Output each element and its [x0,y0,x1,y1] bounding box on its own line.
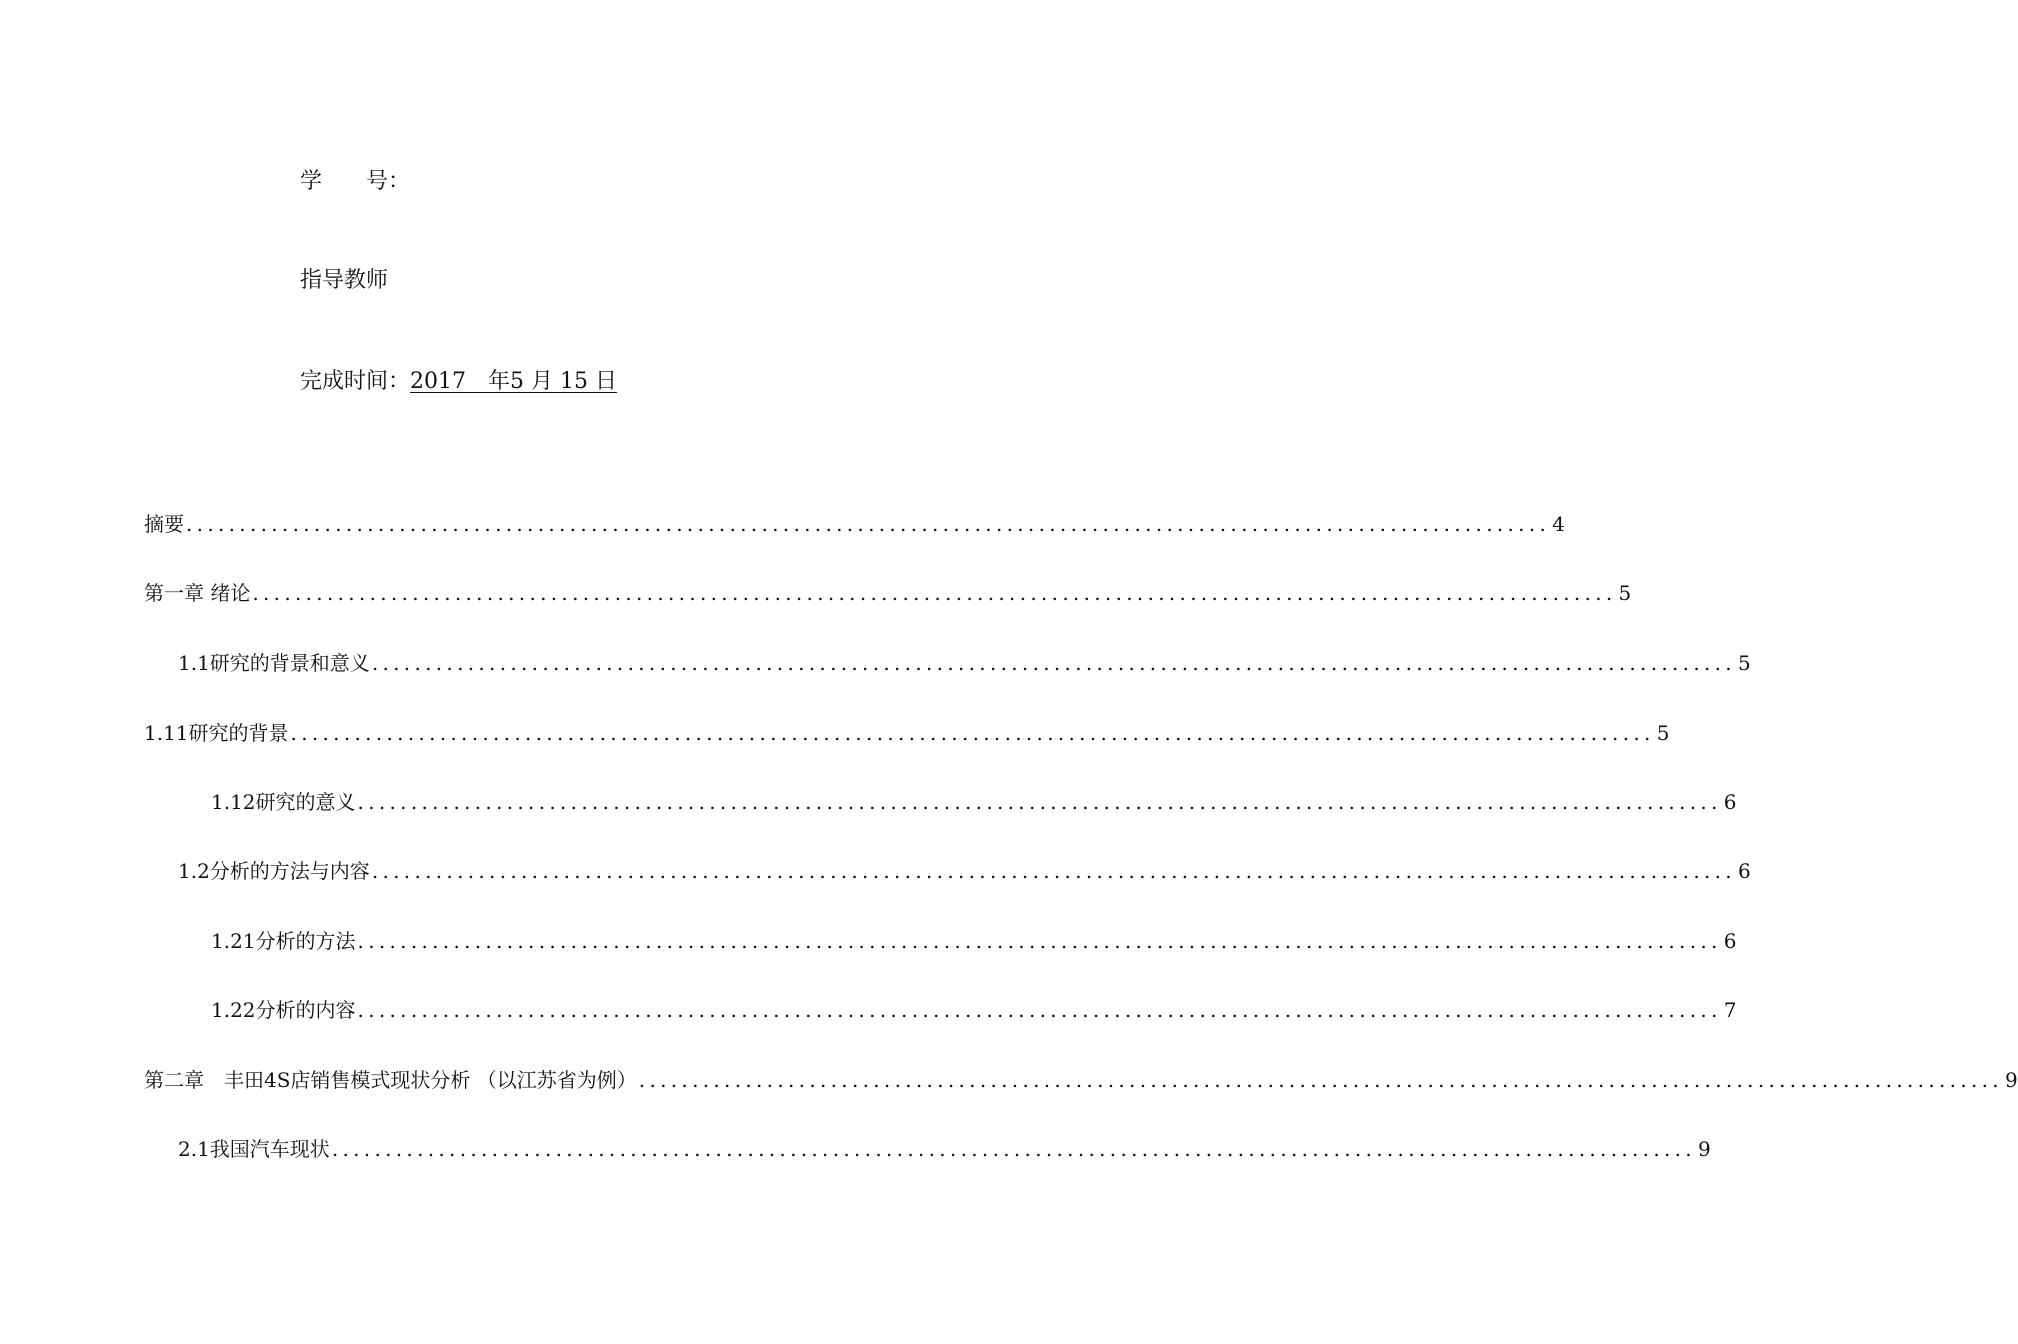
advisor-label: 指导教师 [299,268,388,293]
toc-page-number: 5 [1737,651,1751,675]
toc-entry-chapter-2[interactable] [144,1065,2018,1095]
toc-entry-title: 1.11研究的背景 [144,721,289,745]
toc-entry-1-2[interactable] [178,856,1751,886]
toc-entry-title: 第一章 绪论 [144,581,251,605]
toc-page-number: 4 [1552,512,1565,536]
toc-dot-leader: ................................................................................................................................ [357,790,1722,814]
advisor-line [272,236,388,326]
completion-date-line [272,337,617,427]
completion-date-label: 完成时间： [299,369,410,394]
toc-page-number: 6 [1723,929,1737,953]
toc-entry-1-22[interactable] [211,995,1737,1025]
toc-dot-leader: ................................................................................................................................ [252,581,1617,605]
toc-page-number: 6 [1737,859,1751,883]
toc-entry-2-1[interactable] [178,1134,1711,1164]
toc-page-number: 9 [1697,1137,1711,1161]
toc-entry-title: 2.1我国汽车现状 [178,1137,330,1161]
toc-dot-leader: ................................................................................................................................ [638,1068,2003,1092]
toc-page-number: 5 [1618,581,1632,605]
toc-dot-leader: ................................................................................................................................ [331,1137,1696,1161]
toc-entry-abstract[interactable] [144,509,1565,539]
toc-dot-leader: ................................................................................................................................ [357,998,1722,1022]
toc-dot-leader: ................................................................................................................................ [357,929,1722,953]
toc-page-number: 7 [1723,998,1737,1022]
toc-entry-title: 1.2分析的方法与内容 [178,859,370,883]
toc-entry-title: 1.1研究的背景和意义 [178,651,370,675]
toc-page-number: 6 [1723,790,1737,814]
toc-page-number: 9 [2004,1068,2018,1092]
student-id-label: 学 号： [299,169,410,194]
toc-entry-title: 1.21分析的方法 [211,929,356,953]
toc-entry-1-11[interactable] [144,718,1670,748]
toc-entry-title: 1.22分析的内容 [211,998,356,1022]
toc-entry-title: 第二章 丰田4S店销售模式现状分析 （以江苏省为例） [144,1068,637,1092]
toc-entry-1-1[interactable] [178,648,1751,678]
toc-entry-title: 摘要 [144,512,184,536]
toc-entry-1-12[interactable] [211,787,1737,817]
toc-page-number: 5 [1656,721,1670,745]
student-id-line [272,137,410,227]
toc-dot-leader: ................................................................................................................................ [371,859,1736,883]
toc-entry-1-21[interactable] [211,926,1737,956]
toc-dot-leader: ................................................................................................................................ [186,512,1551,536]
toc-dot-leader: ................................................................................................................................ [290,721,1655,745]
completion-date-value: 2017 年5 月 15 日 [410,369,617,394]
toc-dot-leader: ................................................................................................................................ [371,651,1736,675]
toc-entry-title: 1.12研究的意义 [211,790,356,814]
toc-entry-chapter-1[interactable] [144,578,1632,608]
